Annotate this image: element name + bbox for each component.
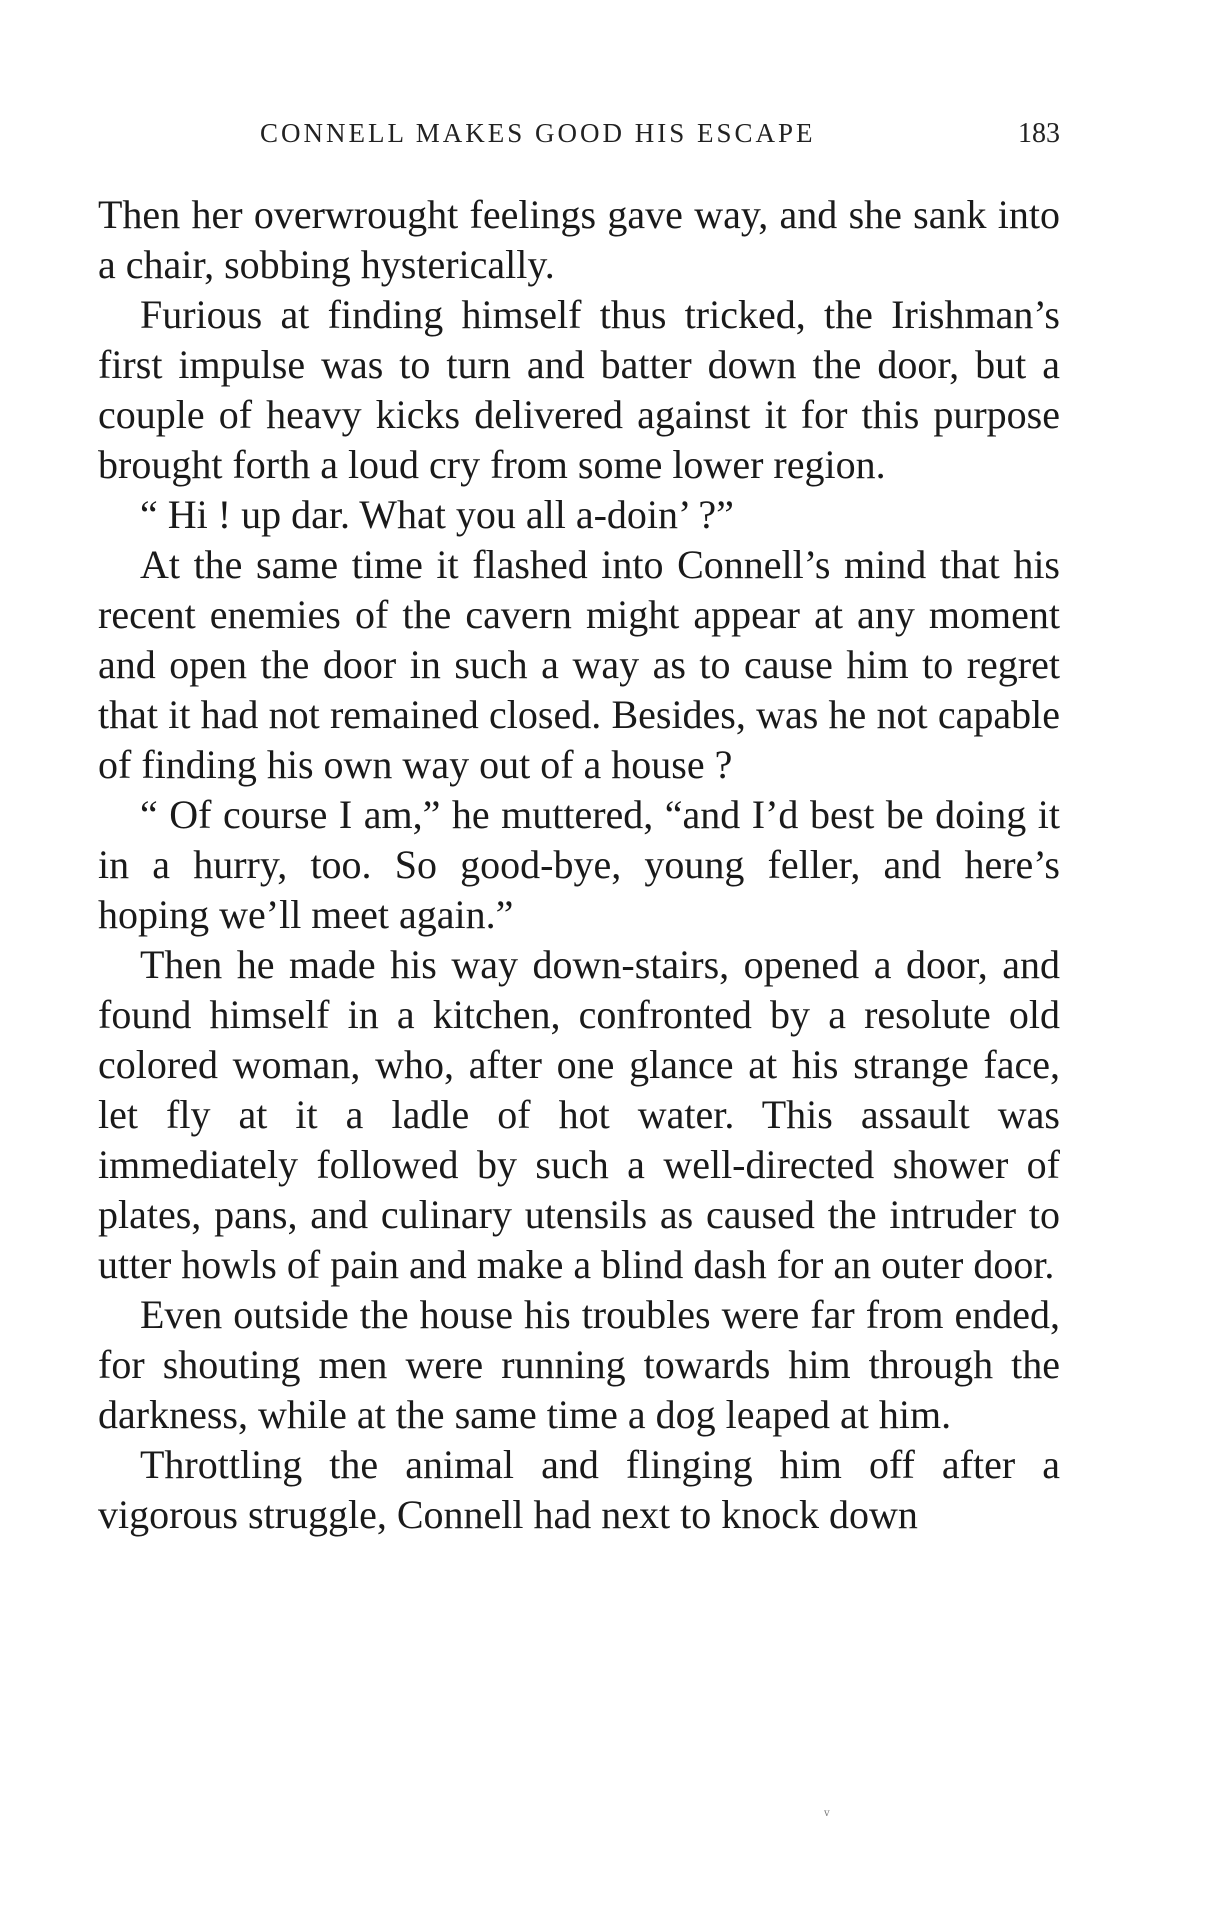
paragraph: Then her overwrought feelings gave way, and she sank into a chair, sobbing hysterically. <box>98 192 1060 287</box>
paragraph: At the same time it flashed into Connell’s mind that his recent enemies of the cavern might appear at any moment and open the door in such a way as to cause him to regret that it had not remained closed. Besides, was he not capable of finding his own way out of a house ? <box>98 542 1060 787</box>
page-header <box>98 118 1060 158</box>
page-number: 183 <box>1018 118 1060 149</box>
running-title: CONNELL MAKES GOOD HIS ESCAPE <box>260 118 816 148</box>
footer-mark: v <box>824 1808 830 1819</box>
paragraph: Even outside the house his troubles were far from ended, for shouting men were running towards him through the darkness, while at the same time a dog leaped at him. <box>98 1292 1060 1437</box>
paragraph: Throttling the animal and flinging him off after a vigorous struggle, Connell had next to knock down <box>98 1442 1060 1537</box>
paragraph: “ Hi ! up dar. What you all a-doin’ ?” <box>140 492 734 537</box>
paragraph: Then he made his way down-stairs, opened a door, and found himself in a kitchen, confronted by a resolute old colored woman, who, after one glance at his strange face, let fly at it a ladle of hot water. This assault was immediately followed by such a well-directed shower of plates, pans, and culinary utensils as caused the intruder to utter howls of pain and make a blind dash for an outer door. <box>98 942 1060 1287</box>
paragraph: Furious at finding himself thus tricked, the Irishman’s first impulse was to turn and batter down the door, but a couple of heavy kicks delivered against it for this purpose brought forth a loud cry from some lower region. <box>98 292 1060 487</box>
paragraph: “ Of course I am,” he muttered, “and I’d best be doing it in a hurry, too. So good-bye, young feller, and here’s hoping we’ll meet again.” <box>98 792 1060 937</box>
body-text <box>98 190 1060 1540</box>
